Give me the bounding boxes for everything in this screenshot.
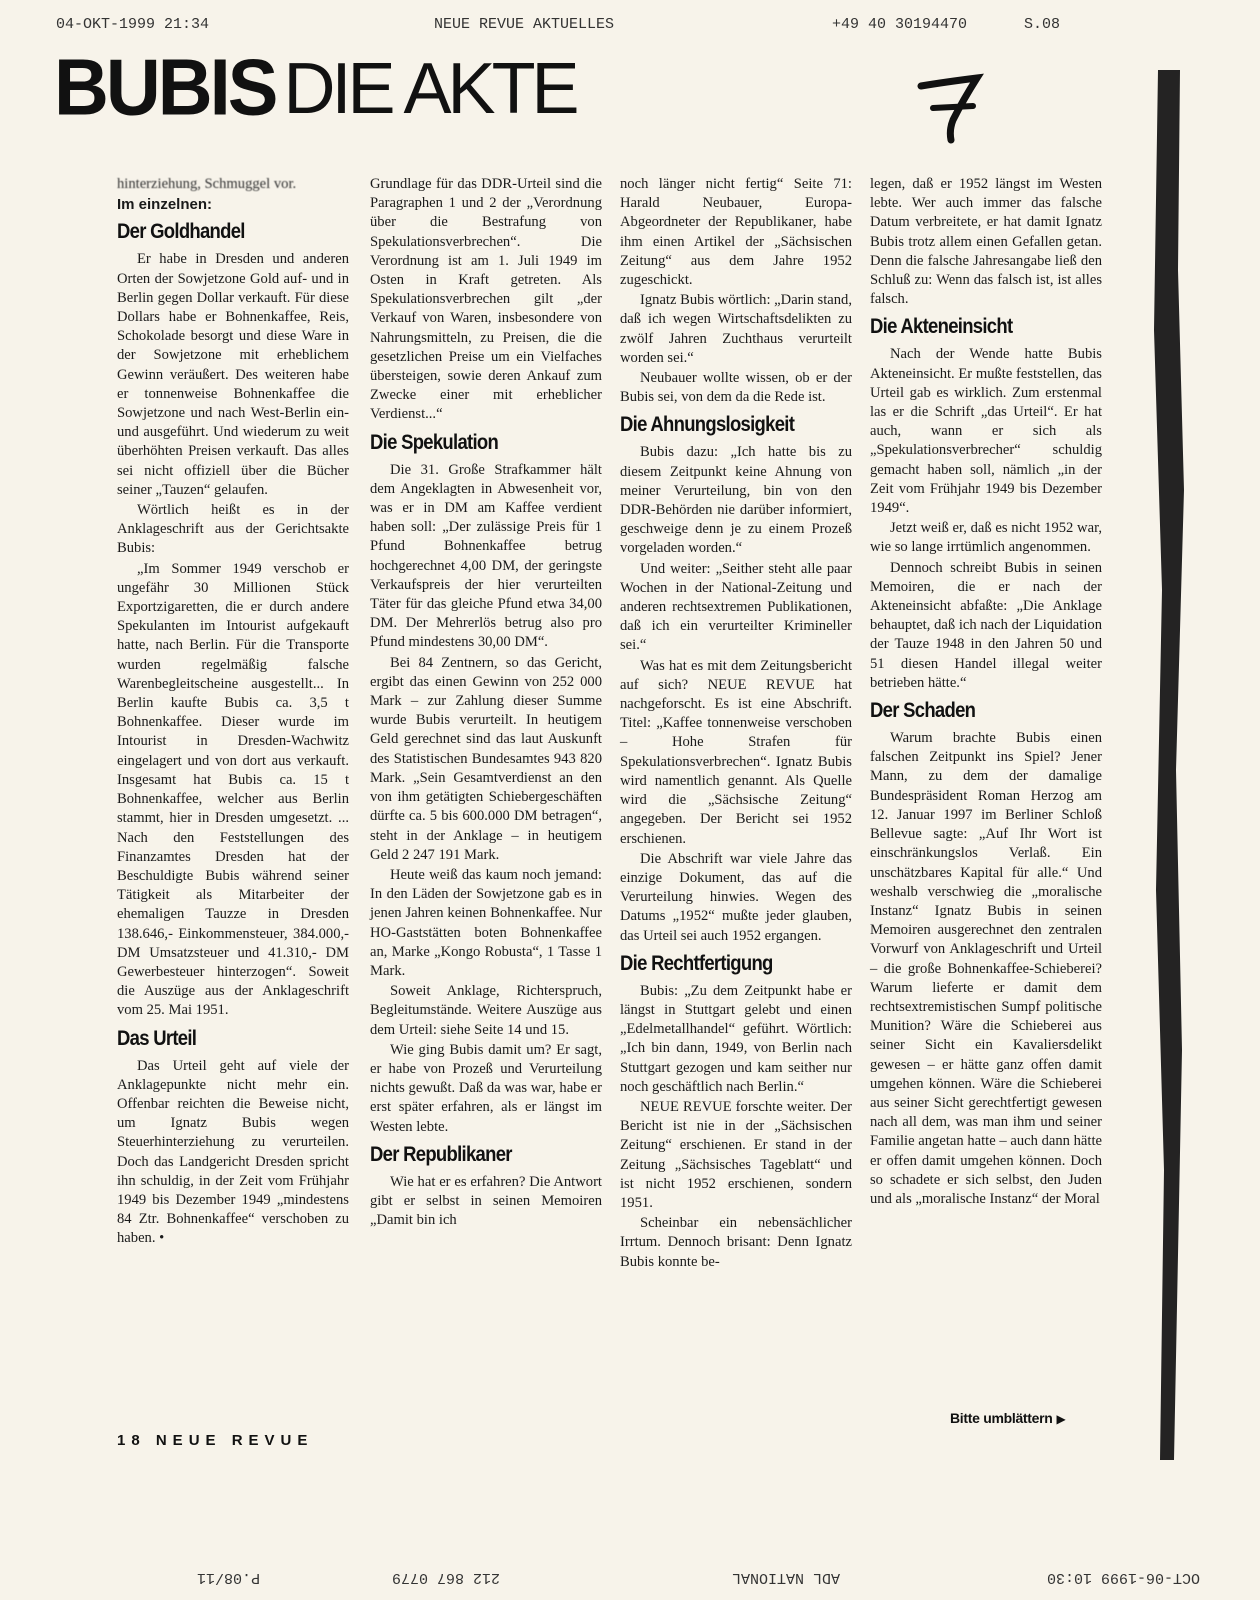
smudged-line: hinterziehung, Schmuggel vor. <box>117 176 297 192</box>
arrow-right-icon: ▶ <box>1056 1412 1066 1426</box>
article-column-1 <box>117 175 349 1250</box>
article-paragraph: Das Urteil geht auf viele der Anklagepunkte nicht mehr ein. Offenbar reichten die Beweise nicht, um Ignatz Bubis wegen Steuerhinterziehung zu verurteilen. Doch das Landgericht Dresden spricht ihn schuldig, in der Zeit vom Frühjahr 1949 bis Dezember 1949 „mindestens 84 Ztr. Bohnenkaffee“ verschoben zu haben. • <box>117 1057 349 1247</box>
article-paragraph: Bei 84 Zentnern, so das Gericht, ergibt das einen Gewinn von 252 000 Mark – zur Zahlung dieser Summe wurde Bubis verurteilt. In heutigem Geld gerechnet sind das laut Auskunft des Statistischen Bundesamtes 943 820 Mark. „Sein Gesamtverdienst an den von ihm getätigten Schiebergeschäften dürfte ca. 5 bis 600.000 DM betragen“, steht in der Anklage – in heutigem Geld 2 247 191 Mark. <box>370 654 602 863</box>
fax-footer-inverted <box>80 1562 1200 1586</box>
page-footer-magazine: 18 NEUE REVUE <box>117 1432 314 1449</box>
article-paragraph: Scheinbar ein nebensächlicher Irrtum. Dennoch brisant: Denn Ignatz Bubis konnte be- <box>620 1215 852 1270</box>
article-paragraph: Nach der Wende hatte Bubis Akteneinsicht. Er mußte feststellen, das Urteil gab es wirklich. Zum erstenmal las er die Schrift „das Urteil“. Er hat auch, wann er sich als „Spekulationsverbrecher“ schuldig gemacht haben soll, nämlich „in der Zeit vom Frühjahr 1949 bis Dezember 1949“. <box>870 346 1102 517</box>
fax-header <box>56 16 1176 40</box>
section-subhead: Die Ahnungslosigkeit <box>620 413 795 437</box>
article-paragraph: Und weiter: „Seither steht alle paar Wochen in der National-Zeitung und anderen rechtsextremen Publikationen, daß ich ein verurteilter Krimineller sei.“ <box>620 560 852 654</box>
article-paragraph: Soweit Anklage, Richterspruch, Begleitumstände. Weitere Auszüge aus dem Urteil: siehe Seite 14 und 15. <box>370 983 602 1038</box>
fax-footer-datetime: OCT-06-1999 10:30 <box>1046 1569 1200 1586</box>
article-paragraph: Wie ging Bubis damit um? Er sagt, er habe von Prozeß und Verurteilung nichts gewußt. Daß da was war, habe er erst später erfahren, als er längst im Westen lebte. <box>370 1041 602 1135</box>
article-paragraph: legen, daß er 1952 längst im Westen lebte. Wer auch immer das falsche Datum verbreitete, er hat damit Ignatz Bubis trotz allem einen Gefallen getan. Denn die falsche Jahresangabe ließ den Schluß zu: Wenn das falsch ist, ist alles falsch. <box>870 176 1102 308</box>
section-subhead: Das Urteil <box>117 1026 197 1050</box>
article-paragraph: Dennoch schreibt Bubis in seinen Memoiren, die er nach der Akteneinsicht abfaßte: „Die Anklage behauptet, daß ich nach der Liquidation der Tauze 1948 in den Jahren 50 und 51 diesen Handel illegal weiter betrieben hätte.“ <box>870 559 1102 691</box>
article-paragraph: Er habe in Dresden und anderen Orten der Sowjetzone Gold auf- und in Berlin gegen Dollar verkauft. Für diese Dollars habe er Bohnenkaffee, Reis, Schokolade besorgt und diese Ware in der Sowjetzone mit erheblichem Gewinn veräußert. Des weiteren habe er tonnenweise Bohnenkaffee die Sowjetzone und nach West-Berlin ein- und ausgeführt. Und wiederum zu weit überhöhten Preisen verkauft. Das alles sei nicht offiziell über die Bücher seiner „Tauzen“ gelaufen. <box>117 251 349 498</box>
fax-edge-smear <box>1150 70 1186 1460</box>
fax-header-sender: NEUE REVUE AKTUELLES <box>434 16 615 33</box>
fax-header-page: S.08 <box>1024 16 1061 33</box>
masthead-title-light: DIE AKTE <box>283 49 576 129</box>
article-paragraph: Grundlage für das DDR-Urteil sind die Paragraphen 1 und 2 der „Verordnung über die Bestrafung von Spekulationsverbrechen“. Die Verordnung ist am 1. Juli 1949 im Osten in Kraft getreten. Als Spekulationsverbrechen gilt „der Verkauf von Waren, insbesondere von Nahrungsmitteln, zu Preisen, die die gesetzlichen Preise um ein Vielfaches übersteigen, sowie deren Ankauf zum Zwecke einer mit erheblicher Verdienst...“ <box>370 176 602 423</box>
article-paragraph: Die Abschrift war viele Jahre das einzige Dokument, das auf die Verurteilung hinwies. Wegen des Datums „1952“ mußte jeder glauben, das Urteil sei auch 1952 ergangen. <box>620 850 852 944</box>
lead-line: Im einzelnen: <box>117 196 213 214</box>
fax-header-datetime: 04-OKT-1999 21:34 <box>56 16 210 33</box>
section-subhead: Die Akteneinsicht <box>870 315 1013 339</box>
section-subhead: Der Republikaner <box>370 1142 512 1166</box>
article-paragraph: Wie hat er es erfahren? Die Antwort gibt er selbst in seinen Memoiren „Damit bin ich <box>370 1173 602 1229</box>
article-column-4 <box>870 175 1102 1210</box>
masthead-title-bold: BUBIS <box>54 42 276 133</box>
continue-label: Bitte umblättern <box>950 1410 1053 1426</box>
article-paragraph: Neubauer wollte wissen, ob er der Bubis sei, von dem da die Rede ist. <box>620 370 852 406</box>
article-paragraph: Bubis dazu: „Ich hatte bis zu diesem Zeitpunkt keine Ahnung von meiner Verurteilung, bin von den DDR-Behörden nie darüber informiert, geschweige denn je zu einem Prozeß vorgeladen worden.“ <box>620 444 852 557</box>
article-paragraph: NEUE REVUE forschte weiter. Der Bericht ist nie in der „Sächsischen Zeitung“ erschienen. Er stand in der Zeitung „Sächsisches Tageblatt“ und ist nicht 1952 erschienen, sondern 1951. <box>620 1098 852 1211</box>
fax-header-phone: +49 40 30194470 <box>832 16 968 33</box>
article-paragraph: Wörtlich heißt es in der Anklageschrift aus der Gerichtsakte Bubis: <box>117 502 349 557</box>
article-paragraph: Ignatz Bubis wörtlich: „Darin stand, daß ich wegen Wirtschaftsdelikten zu zwölf Jahren Zuchthaus verurteilt worden sei.“ <box>620 292 852 366</box>
fax-footer-phone: 212 867 0779 <box>391 1569 500 1586</box>
article-column-3 <box>620 175 852 1273</box>
article-paragraph: Heute weiß das kaum noch jemand: In den Läden der Sowjetzone gab es in jenen Jahren keinen Bohnenkaffee. Nur HO-Gaststätten boten Bohnenkaffee an, Marke „Kongo Robusta“, 1 Tasse 1 Mark. <box>370 866 602 979</box>
article-paragraph: Jetzt weiß er, daß es nicht 1952 war, wie so lange irrtümlich angenommen. <box>870 520 1102 556</box>
section-subhead: Die Spekulation <box>370 430 499 454</box>
article-paragraph: Die 31. Große Strafkammer hält dem Angeklagten in Abwesenheit vor, was er in DM am Kaffee verdient haben soll: „Der zulässige Preis für 1 Pfund Bohnenkaffee betrug hochgerechnet 4,00 DM, der geringste Verkaufspreis der hier verurteilten Täter für das gleiche Pfund etwa 34,00 DM. Der Mehrerlös betrug also pro Pfund mindestens 30,00 DM“. <box>370 461 602 651</box>
article-paragraph: „Im Sommer 1949 verschob er ungefähr 30 Millionen Stück Exportzigaretten, die er durch andere Spekulanten im Intourist aufgekauft hatte, nach Berlin. Für die Transporte wurden regelmäßig falsche Warenbegleitscheine ausgestellt... In Berlin kaufte Bubis ca. 3,5 t Bohnenkaffee. Dieser wurde im Intourist in Dresden-Wachwitz eingelagert und von dort aus verkauft. Insgesamt hat Bubis ca. 15 t Bohnenkaffee, welcher aus Berlin stammt, hier in Dresden umgesetzt. ... Nach den Feststellungen des Finanzamtes Dresden hat der Beschuldigte Bubis während seiner Tätigkeit als Mitarbeiter der ehemaligen Tauzze in Dresden 138.646,- Einkommensteuer, 384.000,- DM Umsatzsteuer und 41.310,- DM Gewerbesteuer hinterzogen“. Soweit die Auszüge aus der Anklageschrift vom 25. Mai 1951. <box>117 560 349 1019</box>
handwritten-seven-mark <box>915 60 985 144</box>
continue-link[interactable] <box>950 1410 1065 1426</box>
section-subhead: Der Schaden <box>870 699 976 723</box>
article-column-2 <box>370 175 602 1231</box>
masthead <box>54 42 576 133</box>
section-subhead: Der Goldhandel <box>117 220 245 244</box>
article-paragraph: Was hat es mit dem Zeitungsbericht auf sich? NEUE REVUE hat nachgeforscht. Es ist eine Abschrift. Titel: „Kaffee tonnenweise verschoben – Hohe Strafen für Spekulationsverbrechen“. Ignatz Bubis wird namentlich genannt. Als Quelle wird die „Sächsische Zeitung“ angegeben. Der Bericht sei 1952 erschienen. <box>620 657 852 847</box>
article-paragraph: Warum brachte Bubis einen falschen Zeitpunkt ins Spiel? Jener Mann, zu dem der damalige Bundespräsident Roman Herzog am 12. Januar 1997 im Berliner Schloß Bellevue sagte: „Auf Ihr Wort ist einschränkungslos Verlaß. Ein unschätzbares Kapital für alle.“ Und weshalb verschwieg die „moralische Instanz“ Ignatz Bubis in seinen Memoiren ausgerechnet den zentralen Vorwurf von Anklageschrift und Urteil – die große Bohnenkaffee-Schieberei? Warum lieferte er damit dem rechtsextremistischen Sumpf politische Munition? Wäre die Schieberei aus seiner Sicht ein Kavaliersdelikt gewesen – er hätte ganz offen damit umgehen können. Wäre die Schieberei aus seiner Sicht gerechtfertigt gewesen nach all dem, was man ihm und seiner Familie angetan hatte – auch dann hätte er offen damit umgehen können. Doch so schadete er sich selbst, den Juden und als „moralische Instanz“ der Moral <box>870 730 1102 1207</box>
article-paragraph: Bubis: „Zu dem Zeitpunkt habe er längst in Stuttgart gelebt und einen „Edelmetallhandel“ geführt. Wörtlich: „Ich bin dann, 1949, von Berlin nach Stuttgart gezogen und kam seither nur noch geschäftlich nach Berlin.“ <box>620 982 852 1095</box>
article-paragraph: noch länger nicht fertig“ Seite 71: Harald Neubauer, Europa-Abgeordneter der Republikaner, habe ihm einen Artikel der „Sächsischen Zeitung“ aus dem Jahre 1952 zugeschickt. <box>620 176 852 289</box>
fax-footer-sender: ADL NATIONAL <box>731 1569 840 1586</box>
fax-footer-page: P.08/11 <box>196 1569 260 1586</box>
section-subhead: Die Rechtfertigung <box>620 951 773 975</box>
